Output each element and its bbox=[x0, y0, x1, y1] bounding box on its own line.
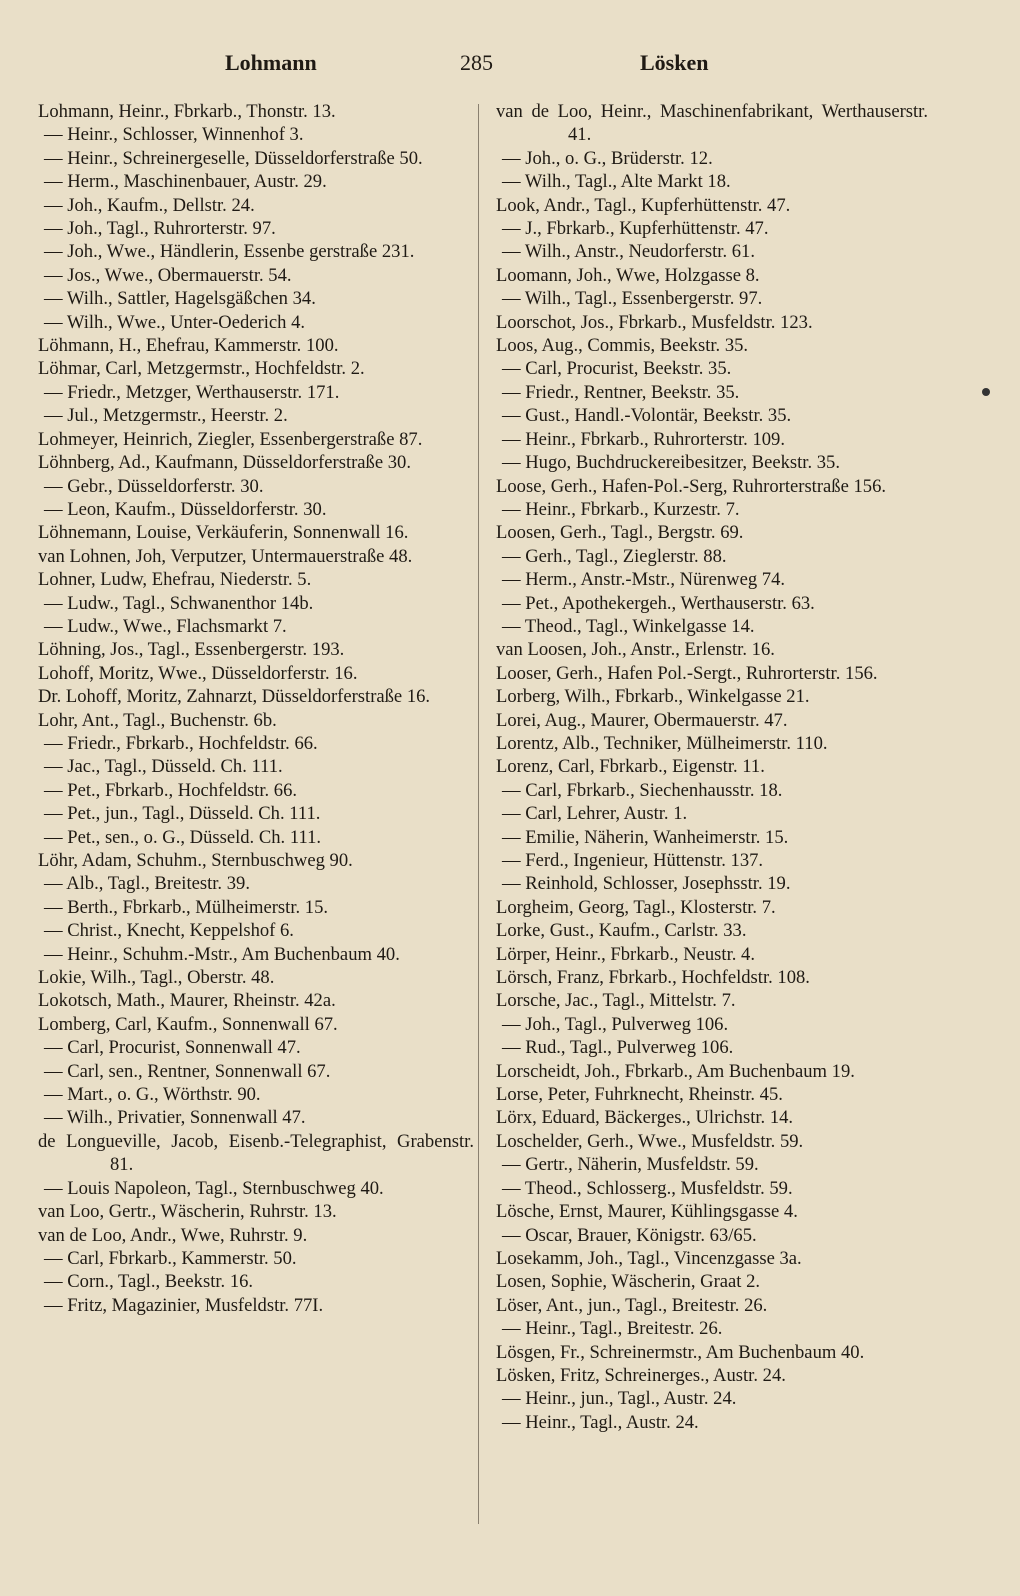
directory-entry: — Wilh., Wwe., Unter-Oederich 4. bbox=[44, 311, 306, 333]
directory-entry: Löhning, Jos., Tagl., Essenbergerstr. 193. bbox=[38, 639, 345, 661]
directory-entry: Lorberg, Wilh., Fbrkarb., Winkelgasse 21. bbox=[496, 686, 810, 708]
directory-entry: de Longueville, Jacob, Eisenb.-Telegraphist, Grabenstr. 81. bbox=[38, 1130, 474, 1176]
directory-entry: — Louis Napoleon, Tagl., Sternbuschweg 40. bbox=[44, 1177, 384, 1199]
directory-entry: — Theod., Tagl., Winkelgasse 14. bbox=[502, 615, 755, 637]
left-column bbox=[38, 100, 474, 1317]
directory-entry: — Heinr., Tagl., Breitestr. 26. bbox=[502, 1318, 723, 1340]
directory-entry: Lösken, Fritz, Schreinerges., Austr. 24. bbox=[496, 1364, 786, 1386]
directory-entry: — Joh., Tagl., Ruhrorterstr. 97. bbox=[44, 218, 276, 240]
directory-entry: — Carl, Lehrer, Austr. 1. bbox=[502, 803, 688, 825]
directory-entry: — Carl, Procurist, Beekstr. 35. bbox=[502, 358, 732, 380]
directory-entry: — Friedr., Metzger, Werthauserstr. 171. bbox=[44, 381, 340, 403]
directory-entry: — Berth., Fbrkarb., Mülheimerstr. 15. bbox=[44, 896, 329, 918]
running-head-left: Lohmann bbox=[225, 50, 317, 75]
directory-entry: — Wilh., Privatier, Sonnenwall 47. bbox=[44, 1107, 306, 1129]
directory-entry: — Joh., Wwe., Händlerin, Essenbe gerstraße 231. bbox=[44, 241, 415, 263]
directory-entry: Dr. Lohoff, Moritz, Zahnarzt, Düsseldorferstraße 16. bbox=[38, 686, 431, 708]
directory-entry: van de Loo, Heinr., Maschinenfabrikant, Werthauserstr. 41. bbox=[496, 101, 928, 146]
directory-entry: Lorscheidt, Joh., Fbrkarb., Am Buchenbaum 19. bbox=[496, 1060, 855, 1082]
directory-entry: — Carl, Fbrkarb., Kammerstr. 50. bbox=[44, 1247, 297, 1269]
directory-entry: — Fritz, Magazinier, Musfeldstr. 77I. bbox=[44, 1294, 324, 1316]
directory-entry: Lorei, Aug., Maurer, Obermauerstr. 47. bbox=[496, 709, 788, 731]
directory-entry: — Ludw., Tagl., Schwanenthor 14b. bbox=[44, 592, 314, 614]
directory-entry: — Hugo, Buchdruckereibesitzer, Beekstr. 35. bbox=[502, 452, 840, 474]
directory-entry: — Emilie, Näherin, Wanheimerstr. 15. bbox=[502, 826, 789, 848]
directory-entry: — Heinr., Tagl., Austr. 24. bbox=[502, 1411, 699, 1433]
directory-entry: Lokie, Wilh., Tagl., Oberstr. 48. bbox=[38, 967, 275, 989]
page-number: 285 bbox=[460, 50, 493, 75]
directory-entry: Loomann, Joh., Wwe, Holzgasse 8. bbox=[496, 264, 760, 286]
directory-entry: Loos, Aug., Commis, Beekstr. 35. bbox=[496, 335, 749, 357]
directory-entry: Lorenz, Carl, Fbrkarb., Eigenstr. 11. bbox=[496, 756, 765, 778]
directory-entry: Lörper, Heinr., Fbrkarb., Neustr. 4. bbox=[496, 943, 755, 965]
directory-entry: — Jul., Metzgermstr., Heerstr. 2. bbox=[44, 405, 288, 427]
directory-entry: van Lohnen, Joh, Verputzer, Untermauerstraße 48. bbox=[38, 545, 413, 567]
directory-entry: — Wilh., Sattler, Hagelsgäßchen 34. bbox=[44, 288, 316, 310]
directory-entry: Lösche, Ernst, Maurer, Kühlingsgasse 4. bbox=[496, 1201, 798, 1223]
directory-entry: Loschelder, Gerh., Wwe., Musfeldstr. 59. bbox=[496, 1130, 804, 1152]
directory-entry: — Corn., Tagl., Beekstr. 16. bbox=[44, 1271, 254, 1293]
directory-entry: Losekamm, Joh., Tagl., Vincenzgasse 3a. bbox=[496, 1247, 802, 1269]
directory-entry: — Gertr., Näherin, Musfeldstr. 59. bbox=[502, 1154, 759, 1176]
directory-entry: van Loosen, Joh., Anstr., Erlenstr. 16. bbox=[496, 639, 775, 661]
directory-entry: — Heinr., Schreinergeselle, Düsseldorferstraße 50. bbox=[44, 147, 423, 169]
directory-entry: Lörsch, Franz, Fbrkarb., Hochfeldstr. 108. bbox=[496, 967, 810, 989]
directory-entry: — Rud., Tagl., Pulverweg 106. bbox=[502, 1037, 734, 1059]
directory-entry: Löhmann, H., Ehefrau, Kammerstr. 100. bbox=[38, 335, 339, 357]
directory-entry: Lörx, Eduard, Bäckerges., Ulrichstr. 14. bbox=[496, 1107, 794, 1129]
directory-entry: Lorgheim, Georg, Tagl., Klosterstr. 7. bbox=[496, 896, 776, 918]
directory-entry: Loose, Gerh., Hafen-Pol.-Serg, Ruhrorterstraße 156. bbox=[496, 475, 887, 497]
directory-entry: Lohoff, Moritz, Wwe., Düsseldorferstr. 16. bbox=[38, 662, 358, 684]
directory-entry: Lösgen, Fr., Schreinermstr., Am Buchenbaum 40. bbox=[496, 1341, 865, 1363]
directory-entry: — Wilh., Anstr., Neudorferstr. 61. bbox=[502, 241, 756, 263]
directory-entry: — Carl, Fbrkarb., Siechenhausstr. 18. bbox=[502, 779, 783, 801]
directory-entry: — J., Fbrkarb., Kupferhüttenstr. 47. bbox=[502, 218, 769, 240]
directory-entry: Loorschot, Jos., Fbrkarb., Musfeldstr. 123. bbox=[496, 311, 813, 333]
directory-entry: — Jac., Tagl., Düsseld. Ch. 111. bbox=[44, 756, 283, 778]
directory-entry: — Herm., Maschinenbauer, Austr. 29. bbox=[44, 171, 327, 193]
directory-entry: — Heinr., Schuhm.-Mstr., Am Buchenbaum 40. bbox=[44, 943, 400, 965]
right-column bbox=[496, 100, 928, 1434]
directory-entry: van de Loo, Andr., Wwe, Ruhrstr. 9. bbox=[38, 1224, 308, 1246]
directory-entry: — Leon, Kaufm., Düsseldorferstr. 30. bbox=[44, 498, 327, 520]
directory-entry: — Gebr., Düsseldorferstr. 30. bbox=[44, 475, 264, 497]
directory-entry: — Pet., jun., Tagl., Düsseld. Ch. 111. bbox=[44, 803, 321, 825]
directory-entry: — Jos., Wwe., Obermauerstr. 54. bbox=[44, 264, 292, 286]
directory-entry: — Wilh., Tagl., Essenbergerstr. 97. bbox=[502, 288, 763, 310]
directory-entry: Lorsche, Jac., Tagl., Mittelstr. 7. bbox=[496, 990, 736, 1012]
directory-entry: Löhnemann, Louise, Verkäuferin, Sonnenwall 16. bbox=[38, 522, 409, 544]
directory-entry: Look, Andr., Tagl., Kupferhüttenstr. 47. bbox=[496, 194, 791, 216]
directory-entry: — Heinr., Schlosser, Winnenhof 3. bbox=[44, 124, 304, 146]
directory-entry: — Christ., Knecht, Keppelshof 6. bbox=[44, 920, 294, 942]
directory-entry: — Friedr., Rentner, Beekstr. 35. bbox=[502, 381, 740, 403]
directory-entry: — Herm., Anstr.-Mstr., Nürenweg 74. bbox=[502, 569, 786, 591]
directory-entry: — Wilh., Tagl., Alte Markt 18. bbox=[502, 171, 731, 193]
directory-entry: — Gerh., Tagl., Zieglerstr. 88. bbox=[502, 545, 727, 567]
directory-entry: Löhnberg, Ad., Kaufmann, Düsseldorferstraße 30. bbox=[38, 452, 411, 474]
directory-entry: — Theod., Schlosserg., Musfeldstr. 59. bbox=[502, 1177, 793, 1199]
directory-entry: Lorse, Peter, Fuhrknecht, Rheinstr. 45. bbox=[496, 1084, 783, 1106]
directory-entry: — Mart., o. G., Wörthstr. 90. bbox=[44, 1084, 261, 1106]
directory-entry: Lorentz, Alb., Techniker, Mülheimerstr. 110. bbox=[496, 732, 828, 754]
directory-entry: — Joh., Tagl., Pulverweg 106. bbox=[502, 1013, 729, 1035]
directory-entry: — Heinr., Fbrkarb., Kurzestr. 7. bbox=[502, 498, 740, 520]
directory-entry: Lohmeyer, Heinrich, Ziegler, Essenbergerstraße 87. bbox=[38, 428, 423, 450]
directory-entry: Lohr, Ant., Tagl., Buchenstr. 6b. bbox=[38, 709, 277, 731]
directory-entry: Lorke, Gust., Kaufm., Carlstr. 33. bbox=[496, 920, 747, 942]
ink-speck bbox=[982, 388, 990, 396]
directory-entry: Looser, Gerh., Hafen Pol.-Sergt., Ruhrorterstr. 156. bbox=[496, 662, 878, 684]
directory-entry: — Pet., Apothekergeh., Werthauserstr. 63. bbox=[502, 592, 815, 614]
directory-entry: Lomberg, Carl, Kaufm., Sonnenwall 67. bbox=[38, 1013, 338, 1035]
page-header bbox=[0, 50, 1020, 84]
directory-entry: — Carl, sen., Rentner, Sonnenwall 67. bbox=[44, 1060, 331, 1082]
directory-entry: — Carl, Procurist, Sonnenwall 47. bbox=[44, 1037, 301, 1059]
directory-entry: — Oscar, Brauer, Königstr. 63/65. bbox=[502, 1224, 757, 1246]
directory-entry: van Loo, Gertr., Wäscherin, Ruhrstr. 13. bbox=[38, 1201, 337, 1223]
directory-entry: Lokotsch, Math., Maurer, Rheinstr. 42a. bbox=[38, 990, 336, 1012]
directory-entry: — Ludw., Wwe., Flachsmarkt 7. bbox=[44, 615, 287, 637]
directory-entry: Lohmann, Heinr., Fbrkarb., Thonstr. 13. bbox=[38, 101, 336, 122]
directory-entry: — Heinr., Fbrkarb., Ruhrorterstr. 109. bbox=[502, 428, 786, 450]
directory-entry: — Pet., sen., o. G., Düsseld. Ch. 111. bbox=[44, 826, 322, 848]
directory-entry: Löhmar, Carl, Metzgermstr., Hochfeldstr. 2. bbox=[38, 358, 365, 380]
directory-entry: Loosen, Gerh., Tagl., Bergstr. 69. bbox=[496, 522, 744, 544]
directory-entry: — Joh., Kaufm., Dellstr. 24. bbox=[44, 194, 255, 216]
directory-entry: — Pet., Fbrkarb., Hochfeldstr. 66. bbox=[44, 779, 298, 801]
directory-entry: — Alb., Tagl., Breitestr. 39. bbox=[44, 873, 250, 895]
directory-entry: Löhr, Adam, Schuhm., Sternbuschweg 90. bbox=[38, 850, 353, 871]
directory-entry: Lohner, Ludw, Ehefrau, Niederstr. 5. bbox=[38, 569, 312, 591]
directory-entry: — Ferd., Ingenieur, Hüttenstr. 137. bbox=[502, 850, 764, 871]
running-head-right: Lösken bbox=[640, 50, 709, 75]
directory-entry: — Heinr., jun., Tagl., Austr. 24. bbox=[502, 1388, 737, 1410]
directory-entry: — Joh., o. G., Brüderstr. 12. bbox=[502, 147, 713, 169]
directory-entry: — Reinhold, Schlosser, Josephsstr. 19. bbox=[502, 873, 791, 895]
column-divider bbox=[478, 104, 479, 1524]
directory-entry: Losen, Sophie, Wäscherin, Graat 2. bbox=[496, 1271, 761, 1293]
directory-entry: Löser, Ant., jun., Tagl., Breitestr. 26. bbox=[496, 1294, 768, 1316]
directory-entry: — Gust., Handl.-Volontär, Beekstr. 35. bbox=[502, 405, 792, 427]
directory-entry: — Friedr., Fbrkarb., Hochfeldstr. 66. bbox=[44, 732, 318, 754]
